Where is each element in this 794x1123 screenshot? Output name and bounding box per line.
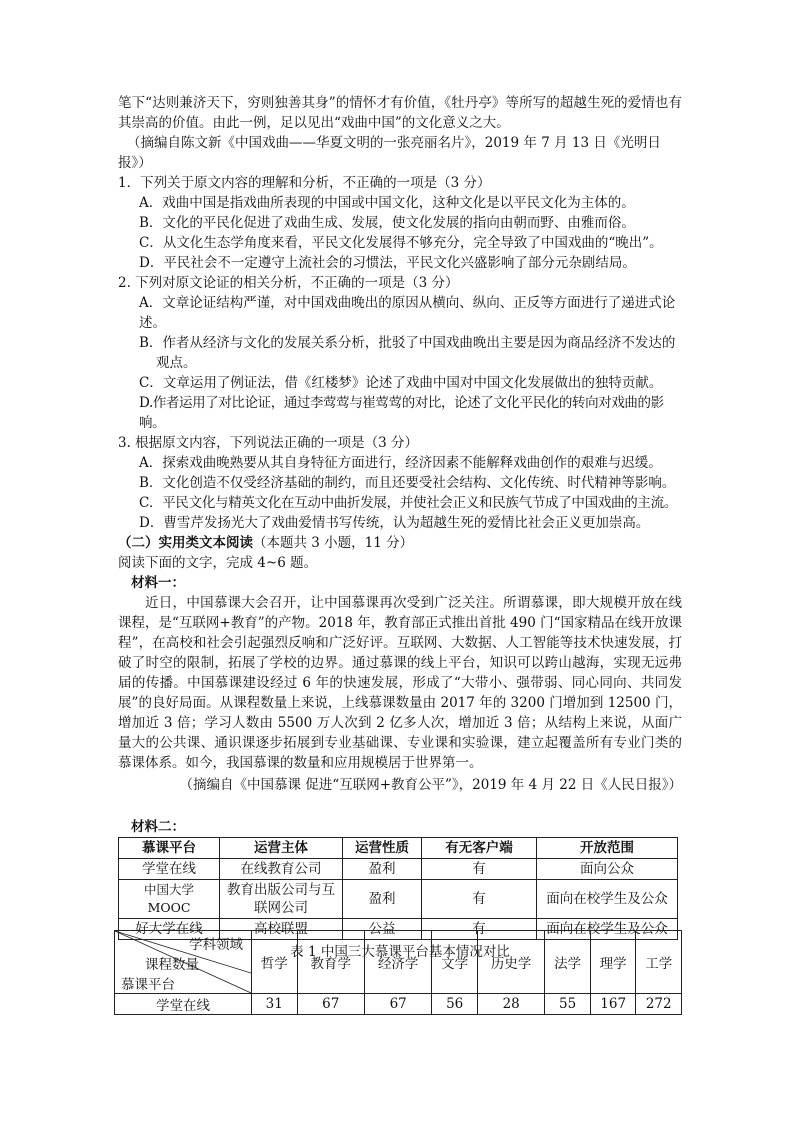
option-a: A．戏曲中国是指戏曲所表现的中国或中国文化，这种文化是以平民文化为主体的。 [139,195,635,211]
section-title: （二）实用类文本阅读 [118,535,253,551]
table-cell: 56 [432,994,478,1015]
option-c: C．从文化生态学角度来看，平民文化发展得不够充分，完全导致了中国戏曲的“晚出”。 [139,235,663,251]
platform-comparison-table [118,837,678,940]
table-cell: 盈利 [343,880,422,919]
table-1-caption: 表 1 中国三大慕课平台基本情况对比 [290,944,510,960]
table-cell: 28 [477,994,544,1015]
question-stem: 3. 根据原文内容，下列说法正确的一项是（3 分） [118,435,419,451]
option-c: C．文章运用了例证法，借《红楼梦》论述了戏曲中国对中国文化发展做出的独特贡献。 [139,375,663,391]
row-label: 学堂在线 [115,994,252,1015]
option-b: B．文化的平民化促进了戏曲生成、发展，使文化发展的指向由朝而野、由雅而俗。 [139,215,635,231]
table-cell: 31 [252,994,298,1015]
material-1-citation: （摘编自《中国慕课 促进“互联网+教育公平”》，2019 年 4 月 22 日《人民日报》） [179,777,682,793]
column-header: 哲学 [252,931,298,994]
option-d: D．平民社会不一定遵守上流社会的习惯法，平民文化兴盛影响了部分元杂剧结局。 [139,255,636,271]
table-header: 开放范围 [537,838,678,859]
table-cell: 272 [636,994,682,1015]
material-2-label: 材料二： [131,819,185,835]
table-cell: 学堂在线 [119,859,220,880]
table-cell: 在线教育公司 [220,859,343,880]
section-heading [118,533,682,553]
table-row [119,880,678,919]
question-1 [118,173,682,273]
table-row [119,859,678,880]
option-d: D.作者运用了对比论证，通过李莺莺与崔莺莺的对比，论述了文化平民化的转向对戏曲的影响。 [139,395,664,431]
table-cell: 中国大学 MOOC [119,880,220,919]
table-cell: 面向在校学生及公众 [537,919,678,940]
option-c: C．平民文化与精英文化在互动中曲折发展，并使社会正义和民族气节成了中国戏曲的主流。 [139,495,678,511]
intro-paragraph: 笔下“达则兼济天下，穷则独善其身”的情怀才有价值，《牡丹亭》等所写的超越生死的爱情也有其崇高的价值。由此一例，足以见出“戏曲中国”的文化意义之大。 [118,95,682,131]
column-header: 教育学 [297,931,364,994]
column-header: 法学 [545,931,591,994]
column-header: 理学 [590,931,636,994]
course-count-table [114,930,682,1015]
table-header: 有无客户端 [422,838,537,859]
table-header: 运营主体 [220,838,343,859]
column-header: 工学 [636,931,682,994]
table-header: 慕课平台 [119,838,220,859]
option-b: B．作者从经济与文化的发展关系分析，批驳了中国戏曲晚出主要是因为商品经济不发达的观点。 [139,335,676,371]
document-page [118,93,682,962]
table-cell: 教育出版公司与互联网公司 [220,880,343,919]
option-d: D．曹雪芹发扬光大了戏曲爱情书写传统，认为超越生死的爱情比社会正义更加崇高。 [139,515,650,531]
column-header: 历史学 [477,931,544,994]
section-note: （本题共 3 小题，11 分） [253,535,414,551]
table-cell: 55 [545,994,591,1015]
table-cell: 67 [364,994,431,1015]
table-cell: 高校联盟 [220,919,343,940]
table-cell: 有 [422,859,537,880]
table-header-row [115,931,682,994]
question-stem: 2. 下列对原文论证的相关分析，不正确的一项是（3 分） [118,275,459,291]
table-cell: 有 [422,919,537,940]
option-a: A．探索戏曲晚熟要从其自身特征方面进行，经济因素不能解释戏曲创作的艰难与迟缓。 [139,455,662,471]
question-stem: 1．下列关于原文内容的理解和分析，不正确的一项是（3 分） [118,175,491,191]
table-cell: 有 [422,880,537,919]
section-instruction: 阅读下面的文字，完成 4~6 题。 [118,555,318,571]
diagonal-header-cell [115,931,252,994]
table-cell: 面向在校学生及公众 [537,880,678,919]
table-row [115,994,682,1015]
corner-label-subject: 学科领域 [189,937,243,953]
table-cell: 67 [297,994,364,1015]
table-header-row [119,838,678,859]
question-2 [118,273,682,433]
table-cell: 盈利 [343,859,422,880]
table-cell: 面向公众 [537,859,678,880]
corner-label-platform: 慕课平台 [121,977,175,993]
question-3 [118,433,682,533]
corner-label-count: 课程数量 [145,957,199,973]
table-cell: 好大学在线 [119,919,220,940]
table-cell: 167 [590,994,636,1015]
table-cell: 公益 [343,919,422,940]
option-b: B．文化创造不仅受经济基础的制约，而且还要受社会结构、文化传统、时代精神等影响。 [139,475,676,491]
column-header: 文学 [432,931,478,994]
table-header: 运营性质 [343,838,422,859]
option-a: A．文章论证结构严谨，对中国戏曲晚出的原因从横向、纵向、正反等方面进行了递进式论述。 [139,295,676,331]
material-1-label: 材料一： [131,575,185,591]
intro-citation: （摘编自陈文新《中国戏曲——华夏文明的一张亮丽名片》，2019 年 7 月 13 日《光明日报》） [118,135,661,171]
material-1-body: 近日，中国慕课大会召开，让中国慕课再次受到广泛关注。所谓慕课，即大规模开放在线课程，是“互联网+教育”的产物。2018 年，教育部正式推出首批 490 门“国家精品在线开放课程”，在高校和社会引起强烈反响和广泛好评。互联网、大数据、人工智能等技术快速发展，打破了时空的限制，拓展了学校的边界。通过慕课的线上平台，知识可以跨山越海，实现无远弗届的传播。中国慕课建设经过 6 年的快速发展，形成了“大带小、强带弱、同心同向、共同发展”的良好局面。从课程数量上来说，上线慕课数量由 2017 年的 3200 门增加到 12500 门，增加近 3 倍；学习人数由 5500 万人次到 2 亿多人次，增加近 3 倍；从结构上来说，从面广量大的公共课、通识课逐步拓展到专业基础课、专业课和实验课，建立起覆盖所有专业门类的慕课体系。如今，我国慕课的数量和应用规模居于世界第一。 [118,595,683,771]
column-header: 经济学 [364,931,431,994]
